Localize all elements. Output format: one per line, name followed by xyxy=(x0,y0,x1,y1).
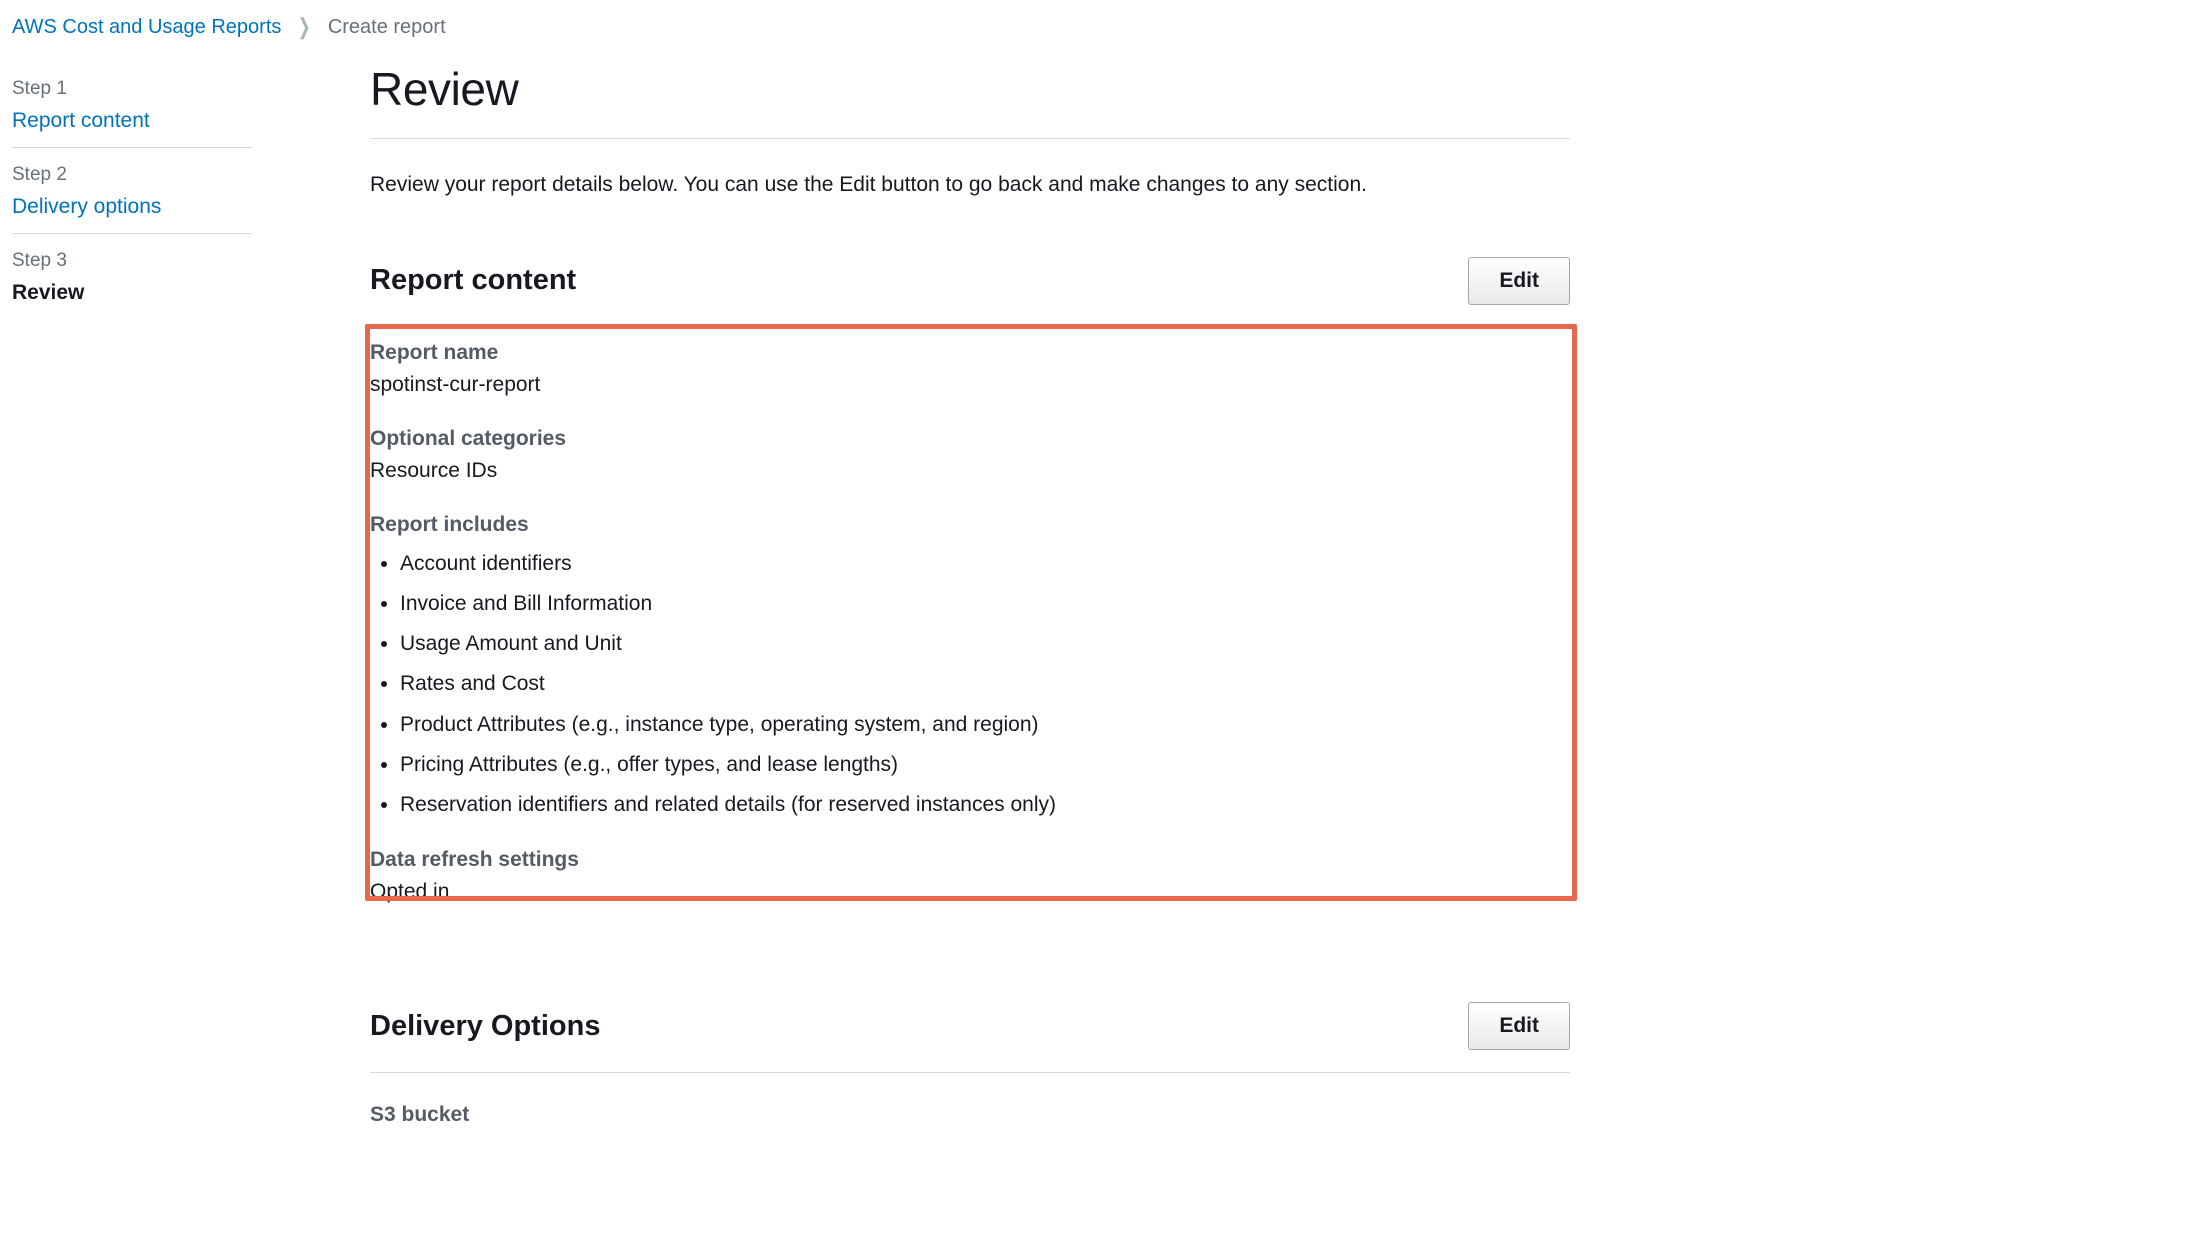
optional-categories-label: Optional categories xyxy=(370,426,567,450)
report-includes-label: Report includes xyxy=(370,512,529,536)
main-content xyxy=(370,62,1570,1135)
list-item: • Invoice and Bill Information xyxy=(400,591,1570,617)
report-includes-list xyxy=(370,551,1570,819)
list-item: • Usage Amount and Unit xyxy=(400,631,1570,657)
step-2-number: Step 2 xyxy=(12,164,67,185)
breadcrumb-current: Create report xyxy=(327,15,446,38)
intro-text: Review your report details below. You can use the Edit button to go back and make changes to any section. xyxy=(370,173,1367,196)
step-1 xyxy=(12,78,252,147)
step-1-number: Step 1 xyxy=(12,78,67,99)
list-item: • Account identifiers xyxy=(400,551,1570,577)
delivery-options-heading: Delivery Options xyxy=(370,1009,601,1042)
delivery-options-header xyxy=(370,1002,1570,1072)
data-refresh-settings-label: Data refresh settings xyxy=(370,848,579,872)
sidebar-item-report-content[interactable]: Report content xyxy=(12,109,150,132)
report-name-label: Report name xyxy=(370,340,499,364)
list-item: • Rates and Cost xyxy=(400,671,1570,697)
list-item: • Reservation identifiers and related details (for reserved instances only) xyxy=(400,792,1570,818)
report-content-details xyxy=(370,305,1570,905)
chevron-right-icon: ❯ xyxy=(298,14,312,39)
sidebar-item-review: Review xyxy=(12,281,85,304)
s3-bucket-label: S3 bucket xyxy=(370,1102,470,1126)
step-3-number: Step 3 xyxy=(12,250,67,271)
optional-categories-value: Resource IDs xyxy=(370,458,498,482)
step-divider-1 xyxy=(12,147,252,148)
list-item: • Pricing Attributes (e.g., offer types, and lease lengths) xyxy=(400,752,1570,778)
page-title: Review xyxy=(370,62,1570,139)
step-3 xyxy=(12,250,252,319)
report-content-header xyxy=(370,257,1570,304)
report-content-heading: Report content xyxy=(370,264,577,297)
list-item: • Product Attributes (e.g., instance type, operating system, and region) xyxy=(400,712,1570,738)
sidebar-item-delivery-options[interactable]: Delivery options xyxy=(12,195,162,218)
edit-report-content-button[interactable]: Edit xyxy=(1468,257,1570,304)
data-refresh-settings-value: Opted in xyxy=(370,880,450,904)
steps-nav xyxy=(12,78,252,319)
breadcrumb xyxy=(12,14,446,40)
delivery-options-details xyxy=(370,1103,1570,1127)
report-name-value: spotinst-cur-report xyxy=(370,372,541,396)
breadcrumb-link-root[interactable]: AWS Cost and Usage Reports xyxy=(12,15,282,38)
step-2 xyxy=(12,164,252,233)
edit-delivery-options-button[interactable]: Edit xyxy=(1468,1002,1570,1049)
step-divider-2 xyxy=(12,233,252,234)
